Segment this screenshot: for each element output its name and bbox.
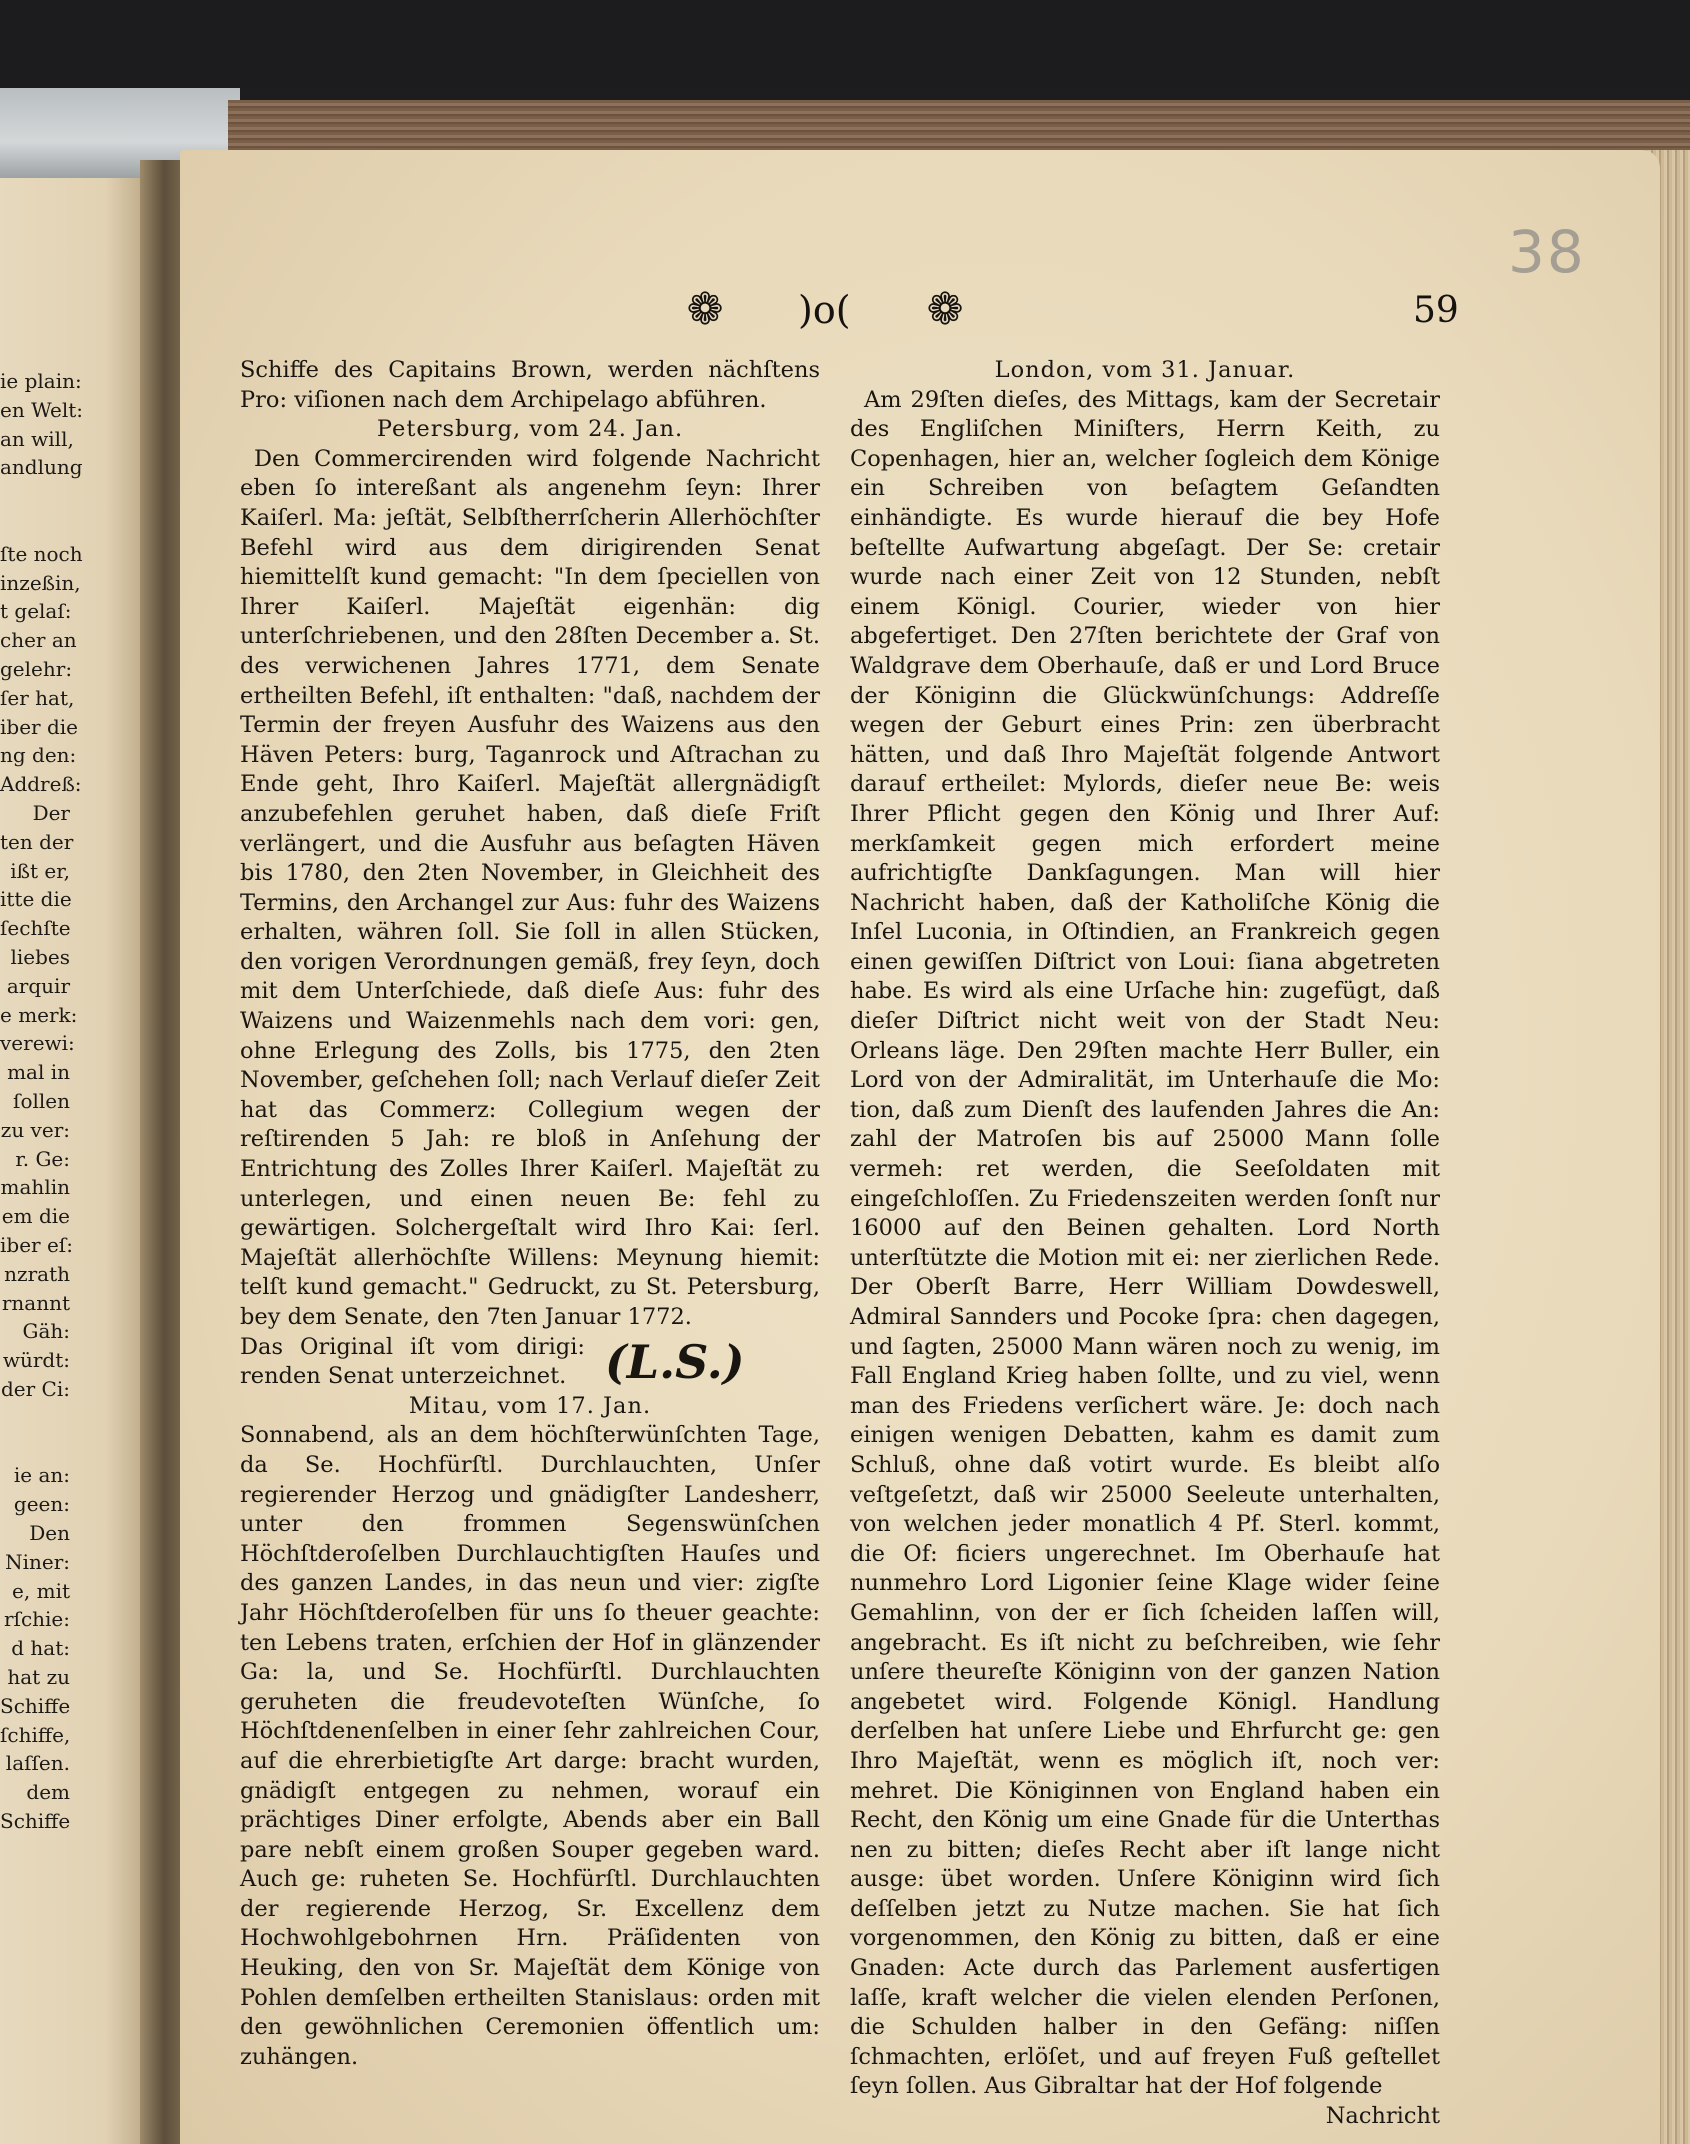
dateline-london: London, vom 31. Januar.	[994, 357, 1296, 383]
left-page-text-fragment: Gäh:	[22, 1319, 70, 1344]
left-page-text-fragment: geen:	[13, 1492, 70, 1517]
left-page-text-fragment: r. Ge:	[15, 1146, 70, 1171]
left-page-text-fragment: verewi:	[0, 1031, 75, 1056]
left-page-text-fragment: liebes	[10, 945, 70, 969]
left-page-text-fragment: Der	[32, 801, 70, 825]
rosette-ornament-icon: ❁	[686, 284, 724, 335]
left-page-text-fragment: Schiffe	[0, 1809, 71, 1833]
left-page-text-fragment: ſte noch	[0, 541, 83, 566]
left-page-text-fragment: iber die	[0, 714, 78, 739]
left-page-text-fragment: iber eſ:	[0, 1233, 73, 1257]
dateline-mitau: Mitau, vom 17. Jan.	[408, 1392, 652, 1419]
left-column	[240, 356, 820, 2072]
page-number: 59	[1413, 290, 1459, 331]
left-page-text-fragment: zu ver:	[0, 1117, 70, 1142]
left-page-text-fragment: t gelaſ:	[0, 599, 72, 624]
left-page-text-fragment: dem	[26, 1780, 70, 1805]
left-page-text-fragment: laſſen.	[5, 1751, 70, 1776]
locus-sigilli-mark: (L.S.)	[605, 1335, 745, 1390]
catchword: Nachricht	[1325, 2103, 1440, 2130]
left-page-text-fragment: ſollen	[13, 1089, 70, 1113]
seal-note	[240, 1333, 820, 1392]
left-page-text-fragment: rſchie:	[3, 1607, 70, 1632]
left-page-text-fragment: Den	[29, 1521, 70, 1545]
article-mitau: Sonnabend, als an dem höchſterwünſchten Tage, da Se. Hochfürſtl. Durchlauchten, Unſer regierender Herzog und gnädigſter Landesherr, unter den frommen Segenswünſchen Höchſtderoſelben Durchlauchtigſten Hauſes und des ganzen Landes, in das neun und vier: zigſte Jahr Höchſtderoſelben für uns ſo theuer geachte: ten Lebens traten, erſchien der Hof in glänzender Ga: la, und Se. Hochfürſtl. Durchlauchten geruheten die freudevoteſten Wünſche, ſo Höchſtdenenſelben in einer ſehr zahlreichen Cour, auf die ehrerbietigſte Art darge: bracht wurden, gnädigſt entgegen zu nehmen, worauf ein prächtiges Diner erfolgte, Abends aber ein Ball pare nebſt einem großen Souper gegeben ward. Auch ge: ruheten Se. Hochfürſtl. Durchlauchten der regierende Herzog, Sr. Excellenz dem Hochwohlgebohrnen Hrn. Präſidenten von Heuking, den von Sr. Majeſtät dem Könige von Pohlen demſelben ertheilten Stanislaus: orden mit den gewöhnlichen Ceremonien öffentlich um: zuhängen.	[240, 1422, 820, 2070]
left-page-text-fragment: d hat:	[11, 1636, 70, 1661]
left-page-text-fragment: ie plain:	[0, 369, 82, 393]
left-page-text-fragment: arquir	[6, 973, 70, 998]
rosette-ornament-icon: ❁	[926, 284, 964, 335]
left-page-text-fragment: ſer hat,	[0, 685, 75, 710]
seal-note-text: Das Original iſt vom dirigi: renden Senat unterzeichnet.	[240, 1333, 585, 1390]
left-page-text-fragment: Schiffe	[0, 1693, 71, 1718]
left-page-text-fragment: mal in	[7, 1060, 70, 1085]
left-page-text-fragment: e merk:	[0, 1002, 78, 1027]
left-page-text-fragment: gelehr:	[0, 657, 73, 681]
left-page-text-fragment: ſchiffe,	[0, 1722, 71, 1747]
left-page-text-fragment: ng den:	[0, 743, 77, 768]
dateline-petersburg: Petersburg, vom 24. Jan.	[376, 416, 684, 443]
intro-paragraph: Schiffe des Capitains Brown, werden nächſtens Pro: viſionen nach dem Archipelago abführen.	[240, 357, 820, 413]
left-page-text-fragment: Addreß:	[0, 772, 82, 797]
left-page-text-fragment: Niner:	[5, 1549, 70, 1574]
left-page-text-fragment: rnannt	[1, 1290, 70, 1315]
article-london: Am 29ſten dieſes, des Mittags, kam der Secretair des Engliſchen Miniſters, Herrn Keith, zu Copenhagen, hier an, welcher ſogleich dem Könige ein Schreiben von beſagtem Geſandten einhändigte. Es wurde hierauf die bey Hofe beſtellte Aufwartung abgeſagt. Der Se: cretair wurde nach einer Zeit von 12 Stunden, nebſt einem Königl. Courier, wieder von hier abgefertiget. Den 27ſten berichtete der Graf von Waldgrave dem Oberhauſe, daß er und Lord Bruce der Königinn die Glückwünſchungs: Addreſſe wegen der Geburt eines Prin: zen überbracht hätten, und daß Ihro Majeſtät folgende Antwort darauf ertheilet: Mylords, dieſer neue Be: weis Ihrer Pflicht gegen den König und Ihrer Auf: merkſamkeit gegen mich erfordert meine aufrichtigſte Dankſagungen. Man will hier Nachricht haben, daß der Katholiſche König die Inſel Luconia, in Oſtindien, an Frankreich gegen einen gewiſſen Diſtrict von Loui: ſiana abgetreten habe. Es wird als eine Urſache hin: zugefügt, daß dieſer Diſtrict nicht weit von der Stadt Neu: Orleans läge. Den 29ſten machte Herr Buller, ein Lord von der Admiralität, im Unterhauſe die Mo: tion, daß zum Dienſt des laufenden Jahres die An: zahl der Matroſen bis auf 25000 Mann ſolle vermeh: ret werden, die Seeſoldaten mit eingeſchloſſen. Zu Friedenszeiten werden ſonſt nur 16000 auf den Beinen gehalten. Lord North unterſtützte die Motion mit ei: ner zierlichen Rede. Der Oberſt Barre, Herr William Dowdeswell, Admiral Sannders und Pocoke ſpra: chen dagegen, und ſagten, 25000 Mann wären noch zu wenig, im Fall England Krieg haben ſollte, und zu viel, wenn man des Friedens verſichert wäre. Je: doch nach einigen wenigen Debatten, kahm es damit zum Schluß, ohne daß votirt wurde. Es bleibt alſo veſtgeſetzt, daß wir 25000 Seeleute unterhalten, von welchen jeder monatlich 4 Pf. Sterl. kommt, die Of: ficiers ungerechnet. Im Oberhauſe hat nunmehro Lord Ligonier ſeine Klage wider ſeine Gemahlinn, von der er ſich ſcheiden laſſen will, angebracht. Es iſt nicht zu beſchreiben, wie ſehr unſere theureſte Königinn von der ganzen Nation angebetet wird. Folgende Königl. Handlung derſelben hat unſere Liebe und Ehrfurcht ge: gen Ihro Majeſtät, wenn es möglich iſt, noch ver: mehret. Die Königinnen von England haben ein Recht, den König um eine Gnade für die Unterthas nen zu bitten; dieſes Recht aber iſt lange nicht ausge: übet worden. Unſere Königinn wird ſich deſſelben jetzt zu Nutze machen. Sie hat ſich vorgenommen, den König zu bitten, daß er eine Gnaden: Acte durch das Parlement ausfertigen laſſe, kraft welcher die vielen elenden Perſonen, die Schulden halber in den Gefäng: niſſen ſchmachten, erlöſet, und auf freyen Fuß geſtellet ſeyn ſollen. Aus Gibraltar hat der Hof folgende	[850, 386, 1440, 2100]
left-page-text-fragment: ten der	[0, 829, 74, 854]
left-page-text-fragment: ie an:	[13, 1463, 70, 1488]
left-page-text-fragment: e, mit	[12, 1578, 70, 1603]
left-page-text-fragment: em die	[1, 1204, 70, 1229]
left-page-text-fragment: andlung	[0, 455, 83, 480]
left-page-text-fragment: inzeßin,	[0, 570, 81, 595]
center-ornament-icon: )o(	[798, 288, 851, 332]
left-page	[0, 178, 150, 2144]
left-page-text-fragment: en Welt:	[0, 397, 84, 422]
left-page-text-fragment: cher an	[0, 628, 77, 653]
page-header-ornaments	[680, 285, 980, 345]
left-page-text-fragment: ſechſte	[0, 916, 71, 941]
left-page-text-fragment: nzrath	[4, 1261, 70, 1286]
left-page-text-fragment: mahlin	[0, 1175, 70, 1200]
left-page-text-fragment: der Ci:	[1, 1377, 70, 1401]
pencil-folio-number: 38	[1508, 218, 1586, 286]
left-page-text-fragment: hat zu	[7, 1665, 70, 1689]
left-page-text-fragment: ißt er,	[10, 858, 70, 883]
left-page-text-fragment: an will,	[0, 426, 74, 451]
left-page-text-fragment: itte die	[0, 887, 72, 912]
article-petersburg: Den Commercirenden wird folgende Nachricht eben ſo intereßant als angenehm ſeyn: Ihrer Kaiſerl. Ma: jeſtät, Selbſtherrſcherin Allerhöchſter Befehl wird aus dem dirigirenden Senat hiemittelſt kund gemacht: "In dem ſpeciellen von Ihrer Kaiſerl. Majeſtät eigenhän: dig unterſchriebenen, und den 28ſten December a. St. des verwichenen Jahres 1771, dem Senate ertheilten Befehl, iſt enthalten: "daß, nachdem der Termin der freyen Ausfuhr des Waizens aus den Häven Peters: burg, Taganrock und Aſtrachan zu Ende geht, Ihro Kaiſerl. Majeſtät allergnädigſt anzubefehlen geruhet haben, daß dieſe Friſt verlängert, und die Ausfuhr aus beſagten Häven bis 1780, den 2ten November, in Gleichheit des Termins, den Archangel zur Aus: fuhr des Waizens erhalten, währen ſoll. Sie ſoll in allen Stücken, den vorigen Verordnungen gemäß, frey ſeyn, doch mit dem Unterſchiede, daß dieſe Aus: fuhr des Waizens und Waizenmehls nach dem vori: gen, ohne Erlegung des Zolls, bis 1775, den 2ten November, geſchehen ſoll; nach Verlauf dieſer Zeit hat das Commerz: Collegium wegen der reſtirenden 5 Jah: re bloß in Anſehung der Entrichtung des Zolles Ihrer Kaiſerl. Majeſtät zu unterlegen, und einen neuen Be: fehl zu gewärtigen. Solchergeſtalt wird Ihro Kai: ſerl. Majeſtät allerhöchſte Willens: Meynung hiemit: telſt kund gemacht." Gedruckt, zu St. Petersburg, bey dem Senate, den 7ten Januar 1772.	[240, 445, 820, 1330]
right-column	[850, 356, 1440, 2132]
left-page-text-fragment: würdt:	[2, 1348, 70, 1373]
